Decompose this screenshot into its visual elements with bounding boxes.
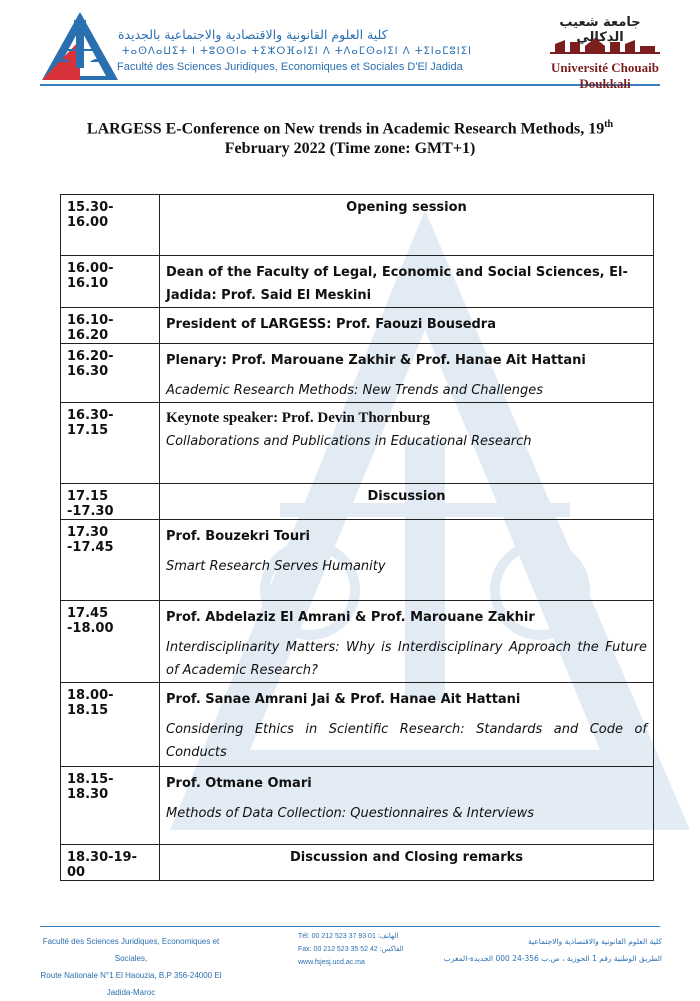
session-cell bbox=[160, 601, 654, 683]
session-cell bbox=[160, 308, 654, 344]
session-cell bbox=[160, 484, 654, 520]
table-row bbox=[61, 484, 654, 520]
session-heading: Discussion and Closing remarks bbox=[290, 850, 523, 865]
table-row bbox=[61, 520, 654, 601]
footer-street-french: Route Nationale N°1 El Haouzia, B.P 356-24000 El Jadida-Maroc bbox=[40, 971, 222, 997]
university-emblem-icon bbox=[550, 36, 660, 58]
footer-website-link[interactable]: www.fsjesj.ucd.ac.ma bbox=[298, 959, 365, 966]
university-name-arabic: جامعة شعيب الدكالي bbox=[559, 15, 641, 45]
speaker-name: Plenary: Prof. Marouane Zakhir & Prof. Hanae Ait Hattani bbox=[166, 353, 586, 368]
title-line-1: LARGESS E-Conference on New trends in Academic Research Methods, 19 bbox=[86, 120, 605, 138]
time-slot: 16.30-17.15 bbox=[61, 403, 160, 484]
table-row bbox=[61, 601, 654, 683]
talk-title: Interdisciplinarity Matters: Why is Interdisciplinary Approach the Future of Academic Research? bbox=[166, 640, 647, 678]
session-cell bbox=[160, 683, 654, 767]
table-row bbox=[61, 403, 654, 484]
table-row bbox=[61, 344, 654, 403]
talk-title: Methods of Data Collection: Questionnaires & Interviews bbox=[166, 806, 535, 821]
speaker-name: Keynote speaker: Prof. Devin Thornburg bbox=[166, 410, 431, 426]
session-cell bbox=[160, 195, 654, 256]
faculty-name-french: Faculté des Sciences Juridiques, Economiques et Sociales D'El Jadida bbox=[117, 61, 463, 73]
speaker-name: President of LARGESS: Prof. Faouzi Bousedra bbox=[166, 317, 496, 332]
session-cell bbox=[160, 256, 654, 308]
time-slot: 16.00-16.10 bbox=[61, 256, 160, 308]
university-name-french: Université Chouaib Doukkali bbox=[551, 60, 659, 91]
session-cell bbox=[160, 403, 654, 484]
time-slot: 16.20-16.30 bbox=[61, 344, 160, 403]
title-superscript: th bbox=[604, 119, 614, 130]
speaker-name: Prof. Abdelaziz El Amrani & Prof. Marouane Zakhir bbox=[166, 610, 535, 625]
time-slot: 17.15 -17.30 bbox=[61, 484, 160, 520]
table-row bbox=[61, 767, 654, 845]
talk-title: Considering Ethics in Scientific Research: Standards and Code of Conducts bbox=[166, 722, 647, 760]
faculty-logo-icon bbox=[40, 10, 120, 82]
footer-address-french bbox=[36, 933, 226, 1001]
footer-faculty-french: Faculté des Sciences Juridiques, Economiques et Sociales, bbox=[42, 937, 220, 963]
time-slot: 18.00-18.15 bbox=[61, 683, 160, 767]
talk-title: Academic Research Methods: New Trends and Challenges bbox=[166, 383, 543, 398]
time-slot: 17.45 -18.00 bbox=[61, 601, 160, 683]
title-line-2: February 2022 (Time zone: GMT+1) bbox=[224, 140, 476, 158]
footer-faculty-arabic: كلية العلوم القانونية والاقتصادية والاجتماعية bbox=[528, 937, 662, 946]
table-row bbox=[61, 683, 654, 767]
university-logo bbox=[540, 10, 670, 91]
footer-divider bbox=[40, 926, 660, 927]
time-slot: 16.10-16.20 bbox=[61, 308, 160, 344]
faculty-name-arabic: كلية العلوم القانونية والاقتصادية والاجتماعية بالجديدة bbox=[118, 27, 388, 42]
time-slot: 18.15-18.30 bbox=[61, 767, 160, 845]
table-row bbox=[61, 256, 654, 308]
speaker-name: Dean of the Faculty of Legal, Economic and Social Sciences, El-Jadida: Prof. Said El Meskini bbox=[166, 265, 628, 303]
time-slot: 18.30-19-00 bbox=[61, 845, 160, 881]
table-row bbox=[61, 845, 654, 881]
speaker-name: Prof. Bouzekri Touri bbox=[166, 529, 310, 544]
table-row bbox=[61, 195, 654, 256]
footer-contact bbox=[298, 930, 408, 969]
talk-title: Smart Research Serves Humanity bbox=[166, 559, 386, 574]
talk-title: Collaborations and Publications in Educational Research bbox=[166, 434, 532, 449]
faculty-name-tifinagh: ⵜⴰⵙⴷⴰⵡⵉⵜ ⵏ ⵜⵓⵙⵙⵏⴰ ⵜⵉⵣⵔⴼⴰⵏⵉⵏ ⴷ ⵜⴷⴰⵎⵙⴰⵏⵉⵏ ⴷ ⵜⵉⵏⴰⵎⵓⵏⵉⵏ bbox=[122, 46, 472, 57]
footer-phone: Tél: 00 212 523 37 93 01 :الهاتف bbox=[298, 933, 399, 940]
time-slot: 15.30-16.00 bbox=[61, 195, 160, 256]
speaker-name: Prof. Sanae Amrani Jai & Prof. Hanae Ait Hattani bbox=[166, 692, 521, 707]
session-cell bbox=[160, 344, 654, 403]
session-cell bbox=[160, 845, 654, 881]
schedule-table bbox=[60, 194, 654, 881]
speaker-name: Prof. Otmane Omari bbox=[166, 776, 312, 791]
conference-title bbox=[60, 115, 640, 159]
table-row bbox=[61, 308, 654, 344]
session-cell bbox=[160, 767, 654, 845]
session-cell bbox=[160, 520, 654, 601]
footer-address-arabic bbox=[440, 933, 662, 967]
session-heading: Opening session bbox=[346, 200, 467, 215]
session-heading: Discussion bbox=[367, 489, 446, 504]
footer-street-arabic: الطريق الوطنية رقم 1 الحوزية ، ص.ب 356-24 000 الجديدة-المغرب bbox=[443, 954, 662, 963]
time-slot: 17.30 -17.45 bbox=[61, 520, 160, 601]
footer-fax: Fax: 00 212 523 35 52 42 :الفاكس bbox=[298, 946, 404, 953]
